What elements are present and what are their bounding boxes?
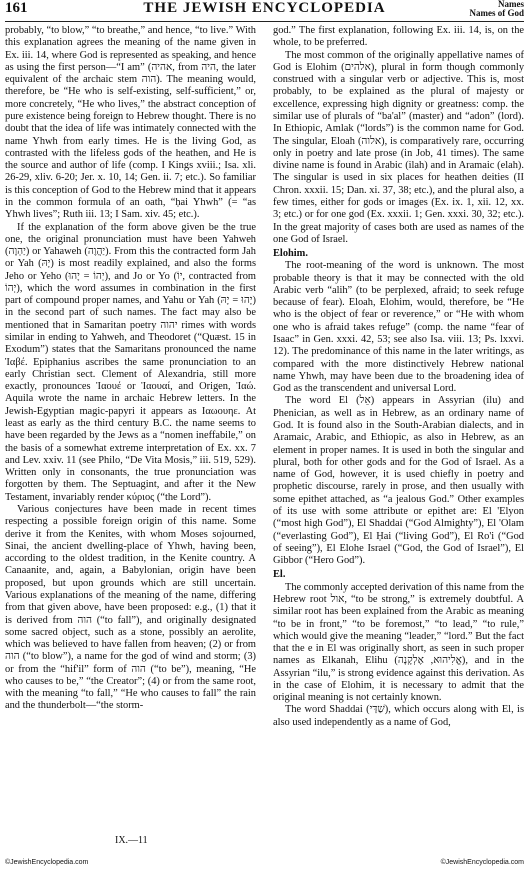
page-number: 161 <box>5 0 28 16</box>
running-title: THE JEWISH ENCYCLOPEDIA <box>143 0 386 16</box>
paragraph: The root-meaning of the word is unknown. The most probable theory is that it may be connected with the old Arabic verb “alih” (to be perplexed, afraid; to seek refuge because of fear). Eloah, Elohim, would, therefore, be “He who is the object of fear or reverence,” or “He with whom one who is afraid takes refuge” (comp. the name “fear of Isaac” in Gen. xxxi. 42, 53; see also Isa. viii. 13; Ps. lxxvi. 12). The predominance of this name in the later writings, as compared with the more distinctively Hebrew national name Yhwh, may have been due to the broadening idea of God as the transcendent and universal Lord. <box>273 260 524 395</box>
section-label <box>470 0 525 18</box>
subhead-el: El. <box>273 569 286 581</box>
paragraph: god.” The first explanation, following Ex. iii. 14, is, on the whole, to be preferred. <box>273 25 524 49</box>
column-right <box>273 25 524 729</box>
paragraph: If the explanation of the form above given be the true one, the original pronunciation must have been Yahweh (יַהְוֶה) or Yahaweh (יַהֲוֶה). From this the contracted form Jah or Yah (יָהּ) is most readily explained, and also the forms Jeho or Yeho (יְהוֹ = יָהוּ), and Jo or Yo (יוֹ, contracted from יְהוֹ), which the word assumes in combination in the first part of compound proper names, and Yahu or Yah (יָהוּ = יָהּ) in the second part of such names. The fact may also be mentioned that in Samaritan poetry יהוה rimes with words similar in ending to Yahweh, and Theodoret (“Quæst. 15 in Exodum”) states that the Samaritans pronounced the name Ἰαβέ. Epiphanius ascribes the same pronunciation to an early Christian sect. Clement of Alexandria, still more exactly, pronounces Ἰαουέ or Ἰαουαί, and Origen, Ἰαώ. Aquila wrote the name in archaic Hebrew letters. In the Jewish-Egyptian magic-papyri it appears as Ιαωουηε. At least as early as the third century B.C. the name seems to have been regarded by the Jews as a “nomen ineffabile,” on the basis of a somewhat extreme interpretation of Ex. xx. 7 and Lev. xxiv. 11 (see Philo, “De Vita Mosis,” iii. 519, 529). Written only in consonants, the true pronunciation was forgotten by them. The Septuagint, and after it the New Testament, invariably render κύριος (“the Lord”). <box>5 221 257 503</box>
paragraph: Various conjectures have been made in recent times respecting a possible foreign origin of this name. Some derive it from the Kenites, with whom Moses sojourned, Sinai, the ancient dwelling-place of Yhwh, having been, according to the oldest tradition, in the Kenite country. A Canaanite, and, again, a Babylonian, origin have been proposed, but upon grounds which are still uncertain. Various explanations of the meaning of the name, differing from that given above, have been proposed: e.g., (1) that it is derived from הוה (“to fall”), and originally designated some sacred object, such as a stone, possibly an aerolite, which was believed to have fallen from heaven; (2) or from הוה (“to blow”), a name for the god of wind and storm; (3) or from the “hif'il” form of הוה (“to be”), meaning, “He who causes to be,” “the Creator”; (4) or from the same root, with the meaning “to fall,” “He who causes to fall” the rain and the thunderbolt—“the storm- <box>5 503 257 712</box>
subhead-elohim: Elohim. <box>273 248 308 260</box>
paragraph: probably, “to blow,” “to breathe,” and hence, “to live.” With this explanation agrees the meaning of the name given in Ex. iii. 14, where God is represented as speaking, and hence as using the first person—“I am” (אהיה, from היה, the later equivalent of the archaic stem הוה). The meaning would, therefore, be “He who is self-existing, self-sufficient,” or, more concretely, “He who lives,” the abstract conception of pure existence being foreign to Hebrew thought. There is no doubt that the idea of life was intimately connected with the name Yhwh from early times. He is the living God, as contrasted with the lifeless gods of the heathen, and He is the source and author of life (comp. I Kings xviii.; Isa. xli. 26-29, xliv. 6-20; Jer. x. 10, 14; Gen. ii. 7; etc.). So familiar is this conception of God to the Hebrew mind that it appears in the common formula of an oath, “ḥai Yhwh” (= “as Yhwh lives”; Ruth iii. 13; I Sam. xiv. 45; etc.). <box>5 25 257 221</box>
folio-signature: IX.—11 <box>115 835 148 846</box>
header-rule <box>5 21 524 22</box>
paragraph: The commonly accepted derivation of this name from the Hebrew root אול, “to be strong,” is extremely doubtful. A similar root has been explained from the Arabic as meaning “to be in front,” “to be foremost,” “to lead,” “to rule,” which would give the meaning “leader,” “lord.” But the fact that the e in El was originally short, as seen in such proper names as Elkanah, Elihu (אֱלִיהוּא, אֶלְקָנָה), and in the Assyrian “ilu,” is strong evidence against this derivation. As in the case of Elohim, it is necessary to admit that the original meaning is not certainly known. <box>273 581 524 704</box>
paragraph: The most common of the originally appellative names of God is Elohim (אלהים), plural in form though commonly construed with a singular verb or adjective. This is, most probably, to be explained as the plural of majesty or excellence, expressing high dignity or greatness: comp. the similar use of plurals of “ba'al” (master) and “adon” (lord). In Ethiopic, Amlak (“lords”) is the common name for God. The singular, Eloah (אלוה), is comparatively rare, occurring only in poetry and late prose (in Job, 41 times). The same divine name is found in Arabic (ilah) and in Aramaic (elah). The singular is used in six places for heathen deities (II Chron. xxxii. 15; Dan. xi. 37, 38; etc.), and the plural also, a few times, either for gods or images (Ex. ix. 1, xii. 12, xx. 3; etc.) or for one god (Ex. xxxii. 1; Gen. xxxi. 30, 32; etc.). In the great majority of cases both are used as names of the one God of Israel. <box>273 49 525 245</box>
copyright-right: ©JewishEncyclopedia.com <box>440 859 524 866</box>
section-label-line2: Names of God <box>469 8 524 18</box>
page-header <box>5 0 524 20</box>
paragraph: The word Shaddai (שַׁדַּי), which occurs along with El, is also used independently as a name of God, <box>273 704 524 728</box>
paragraph: The word El (אֵל) appears in Assyrian (ilu) and Phenician, as well as in Hebrew, as an ordinary name of God. It is found also in the South-Arabian dialects, and in Aramaic, Arabic, and Ethiopic, as also in Hebrew, as an element in proper names. It is used in both the singular and plural, both for other gods and for the God of Israel. As a name of God, however, it is used chiefly in poetry and prophetic discourse, rarely in prose, and then usually with some epithet attached, as “a jealous God.” Other examples of its use with some attribute or epithet are: El 'Elyon (“most high God”), El Shaddai (“God Almighty”), El 'Olam (“everlasting God”), El Ḥai (“living God”), El Ro'i (“God of seeing”), El Elohe Israel (“God, the God of Israel”), El Gibbor (“Hero God”). <box>273 395 524 567</box>
section-label-line1: Names <box>498 0 524 9</box>
copyright-left: ©JewishEncyclopedia.com <box>5 859 89 866</box>
column-left <box>5 25 256 713</box>
page-footer <box>5 859 524 866</box>
